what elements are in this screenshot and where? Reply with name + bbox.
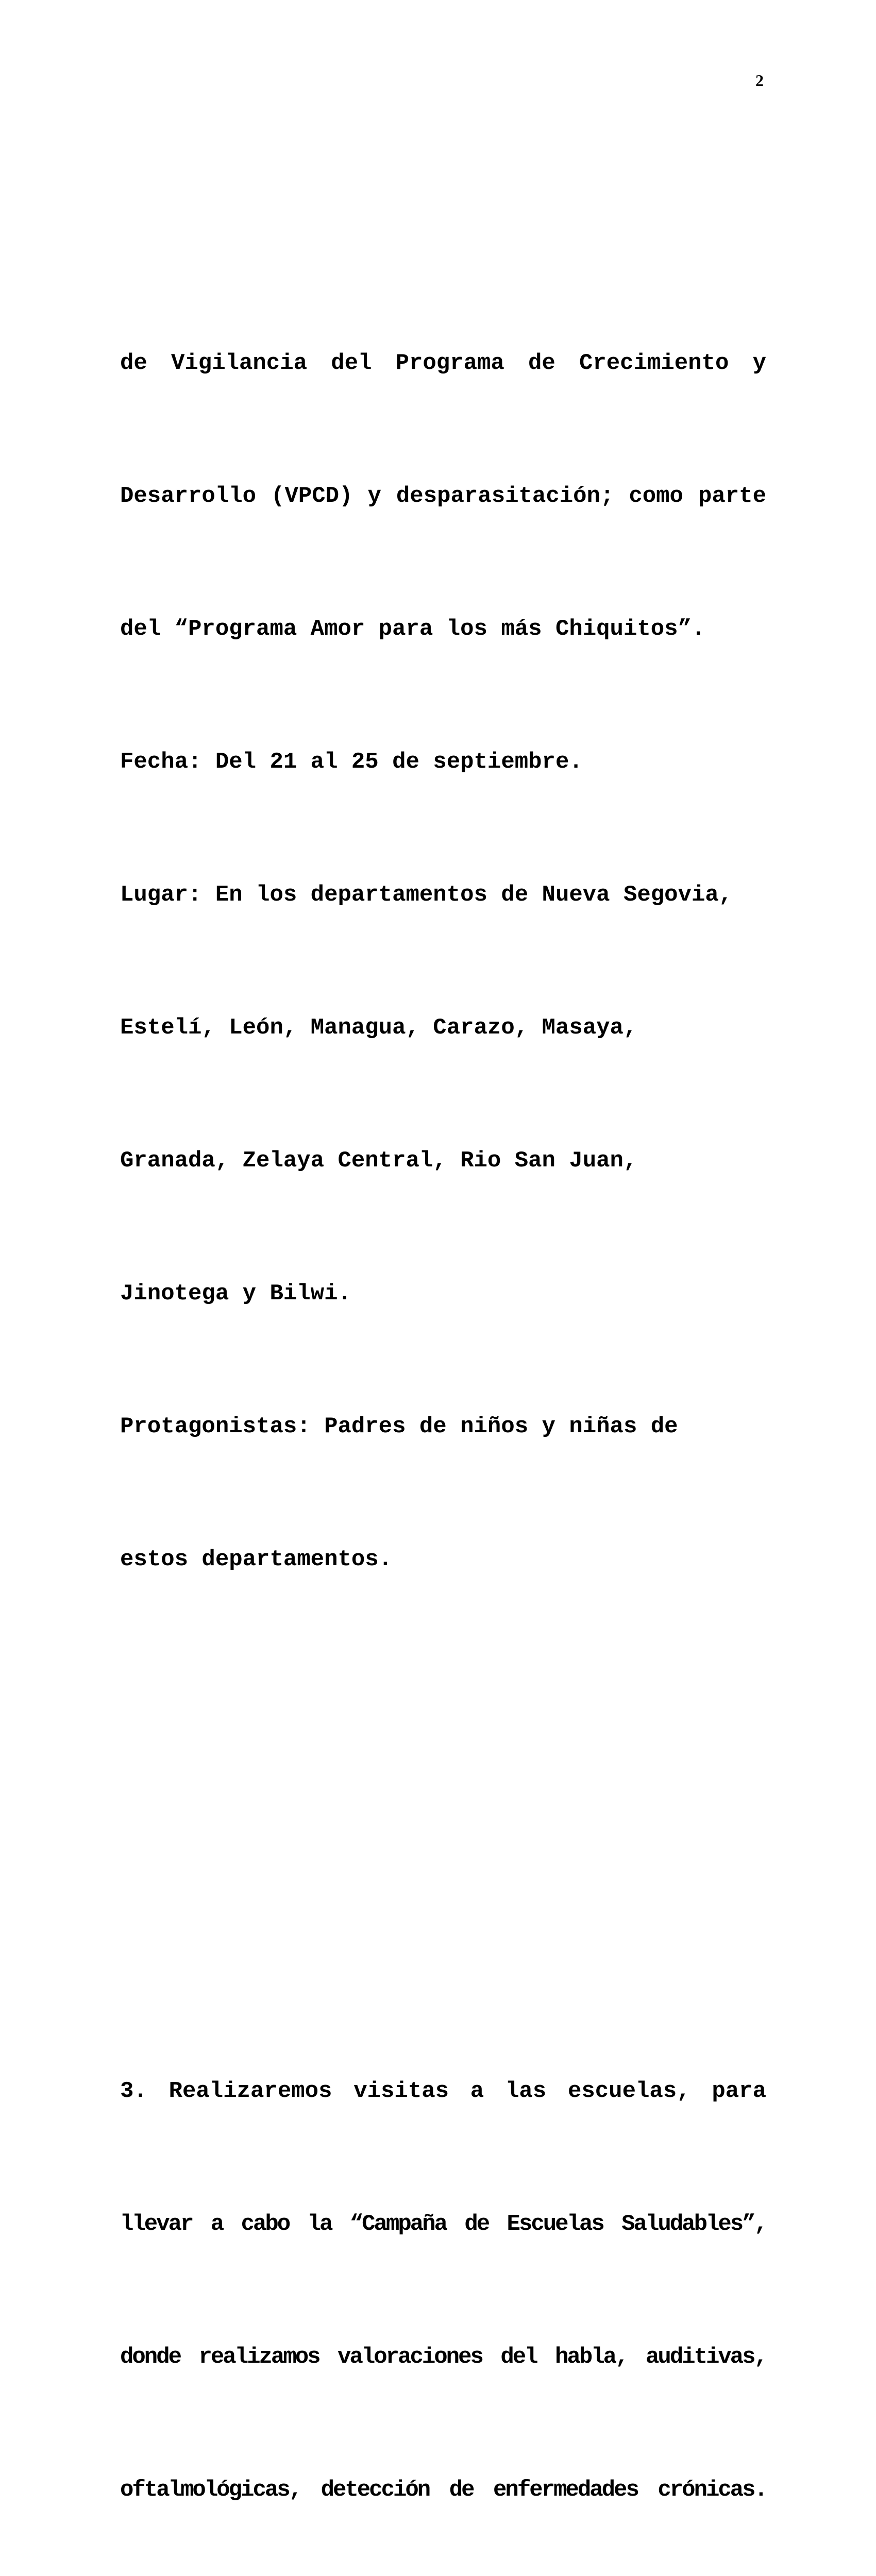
section-2-continued xyxy=(120,252,766,1670)
place-line: Lugar: En los departamentos de Nueva Segovia, xyxy=(120,882,733,908)
paragraph-line: 3. Realizaremos visitas a las escuelas, para xyxy=(120,2078,766,2104)
document-body xyxy=(120,120,766,2576)
participants-line: estos departamentos. xyxy=(120,1547,393,1572)
paragraph-line: oftalmológicas, detección de enfermedades crónicas. xyxy=(120,2477,766,2503)
paragraph-line: Desarrollo (VPCD) y desparasitación; como parte xyxy=(120,483,766,509)
paragraph-line: del “Programa Amor para los más Chiquitos”. xyxy=(120,616,705,642)
place-line: Estelí, León, Managua, Carazo, Masaya, xyxy=(120,1015,637,1041)
paragraph-line: donde realizamos valoraciones del habla, auditivas, xyxy=(120,2344,766,2370)
section-3 xyxy=(120,1980,766,2576)
paragraph-line: llevar a cabo la “Campaña de Escuelas Saludables”, xyxy=(120,2211,766,2237)
place-line: Granada, Zelaya Central, Rio San Juan, xyxy=(120,1148,637,1174)
paragraph-gap xyxy=(120,1803,766,1848)
date-line: Fecha: Del 21 al 25 de septiembre. xyxy=(120,749,583,775)
page-number: 2 xyxy=(755,71,764,90)
paragraph-line: de Vigilancia del Programa de Crecimiento y xyxy=(120,350,766,376)
participants-line: Protagonistas: Padres de niños y niñas de xyxy=(120,1414,678,1439)
place-line: Jinotega y Bilwi. xyxy=(120,1281,351,1307)
